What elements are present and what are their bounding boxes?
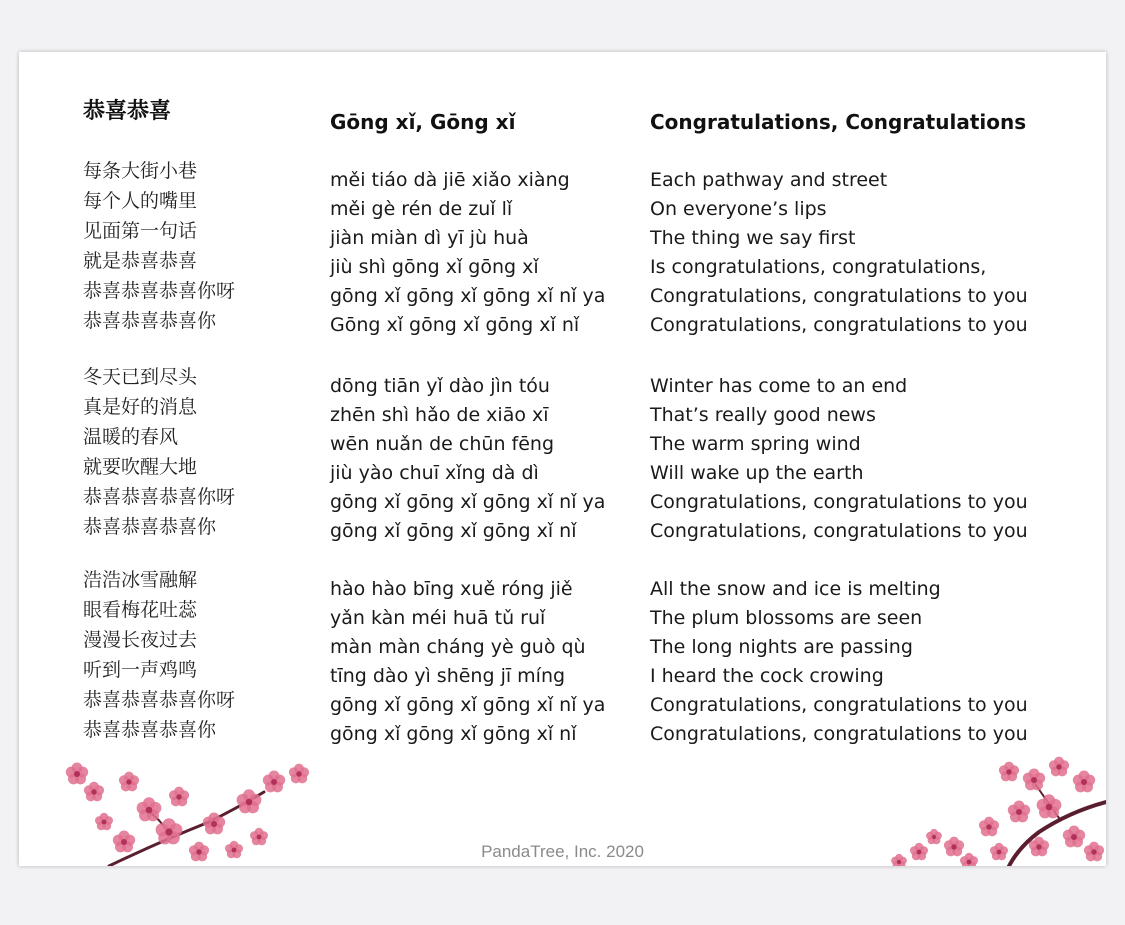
- lyric-line: màn màn cháng yè guò qù: [330, 636, 586, 658]
- lyric-line: All the snow and ice is melting: [650, 578, 941, 600]
- lyric-line: 恭喜恭喜恭喜你呀: [83, 280, 236, 302]
- plum-flower-icon: [95, 813, 113, 831]
- lyric-line: Each pathway and street: [650, 169, 888, 191]
- plum-flower-icon: [137, 797, 162, 821]
- lyric-line: gōng xǐ gōng xǐ gōng xǐ nǐ: [330, 520, 577, 542]
- verse-3-pinyin: [330, 575, 605, 749]
- lyric-line: gōng xǐ gōng xǐ gōng xǐ nǐ ya: [330, 491, 606, 513]
- plum-flower-icon: [1049, 757, 1069, 777]
- lyric-line: zhēn shì hǎo de xiāo xī: [330, 404, 549, 426]
- plum-flower-icon: [263, 771, 285, 793]
- lyric-line: I heard the cock crowing: [650, 665, 884, 687]
- lyric-line: 恭喜恭喜恭喜你: [83, 310, 217, 332]
- lyric-line: Winter has come to an end: [650, 375, 908, 397]
- lyric-line: 恭喜恭喜恭喜你: [83, 516, 217, 538]
- plum-flower-icon: [119, 772, 139, 792]
- title-chinese: 恭喜恭喜: [83, 99, 172, 124]
- lyric-line: yǎn kàn méi huā tǔ ruǐ: [330, 607, 546, 629]
- verse-2-pinyin: [330, 372, 605, 546]
- plum-flower-icon: [999, 762, 1019, 782]
- lyric-line: 冬天已到尽头: [83, 366, 198, 388]
- lyric-line: gōng xǐ gōng xǐ gōng xǐ nǐ ya: [330, 285, 606, 307]
- verse-1-pinyin: [330, 166, 605, 340]
- plum-flower-icon: [66, 763, 88, 785]
- lyric-line: 就是恭喜恭喜: [83, 250, 198, 272]
- lyric-line: Congratulations, congratulations to you: [650, 694, 1028, 716]
- lyric-line: Gōng xǐ gōng xǐ gōng xǐ nǐ: [330, 314, 580, 336]
- lyric-line: The long nights are passing: [650, 636, 913, 658]
- lyric-line: gōng xǐ gōng xǐ gōng xǐ nǐ ya: [330, 694, 606, 716]
- verse-2-english: [650, 372, 1028, 546]
- lyric-line: 每个人的嘴里: [83, 190, 198, 212]
- lyric-line: Congratulations, congratulations to you: [650, 723, 1028, 745]
- lyric-line: 见面第一句话: [83, 220, 198, 242]
- title-pinyin: Gōng xǐ, Gōng xǐ: [330, 110, 516, 134]
- lyric-line: jiù shì gōng xǐ gōng xǐ: [330, 256, 539, 278]
- lyric-line: 温暖的春风: [83, 426, 179, 448]
- verse-1-chinese: [83, 156, 235, 336]
- lyric-line: 眼看梅花吐蕊: [83, 599, 198, 621]
- lyric-line: Congratulations, congratulations to you: [650, 491, 1028, 513]
- lyric-line: tīng dào yì shēng jī míng: [330, 665, 566, 687]
- lyric-line: Congratulations, congratulations to you: [650, 314, 1028, 336]
- plum-flower-icon: [1037, 794, 1062, 818]
- lyric-line: hào hào bīng xuě róng jiě: [330, 578, 573, 600]
- footer-copyright: PandaTree, Inc. 2020: [481, 842, 644, 861]
- lyric-line: Congratulations, congratulations to you: [650, 520, 1028, 542]
- lyric-line: 恭喜恭喜恭喜你呀: [83, 486, 236, 508]
- lyric-line: jiàn miàn dì yī jù huà: [330, 227, 529, 249]
- lyric-line: 就要吹醒大地: [83, 456, 198, 478]
- lyric-line: 恭喜恭喜恭喜你呀: [83, 689, 236, 711]
- verse-2-chinese: [83, 362, 235, 542]
- plum-flower-icon: [289, 764, 309, 784]
- lyric-line: 听到一声鸡鸣: [83, 659, 198, 681]
- plum-flower-icon: [169, 787, 189, 807]
- lyric-line: měi tiáo dà jiē xiǎo xiàng: [330, 169, 570, 191]
- plum-flower-icon: [237, 789, 262, 813]
- lyric-line: 每条大街小巷: [83, 160, 198, 182]
- lyric-line: On everyone’s lips: [650, 198, 827, 220]
- lyric-line: 浩浩冰雪融解: [83, 569, 198, 591]
- plum-flower-icon: [1023, 769, 1045, 791]
- lyric-line: The thing we say first: [650, 227, 856, 249]
- lyric-line: wēn nuǎn de chūn fēng: [330, 433, 555, 455]
- lyric-line: 真是好的消息: [83, 396, 198, 418]
- lyric-line: The warm spring wind: [650, 433, 861, 455]
- verse-3-chinese: [83, 565, 235, 745]
- lyric-line: gōng xǐ gōng xǐ gōng xǐ nǐ: [330, 723, 577, 745]
- verse-1-english: [650, 166, 1028, 340]
- plum-flower-icon: [1008, 801, 1030, 823]
- lyric-line: dōng tiān yǐ dào jìn tóu: [330, 375, 550, 397]
- plum-flower-icon: [84, 782, 104, 802]
- lyric-line: Will wake up the earth: [650, 462, 864, 484]
- lyric-line: Is congratulations, congratulations,: [650, 256, 987, 278]
- lyric-line: 漫漫长夜过去: [83, 629, 198, 651]
- lyric-line: Congratulations, congratulations to you: [650, 285, 1028, 307]
- plum-flower-icon: [979, 817, 999, 837]
- lyric-line: měi gè rén de zuǐ lǐ: [330, 198, 513, 220]
- plum-flower-icon: [1073, 771, 1095, 793]
- lyric-line: 恭喜恭喜恭喜你: [83, 719, 217, 741]
- lyric-line: That’s really good news: [650, 404, 876, 426]
- title-english: Congratulations, Congratulations: [650, 110, 1027, 134]
- lyric-line: The plum blossoms are seen: [650, 607, 923, 629]
- lyric-line: jiù yào chuī xǐng dà dì: [330, 462, 539, 484]
- lyrics-page: [19, 52, 1106, 866]
- verse-3-english: [650, 575, 1028, 749]
